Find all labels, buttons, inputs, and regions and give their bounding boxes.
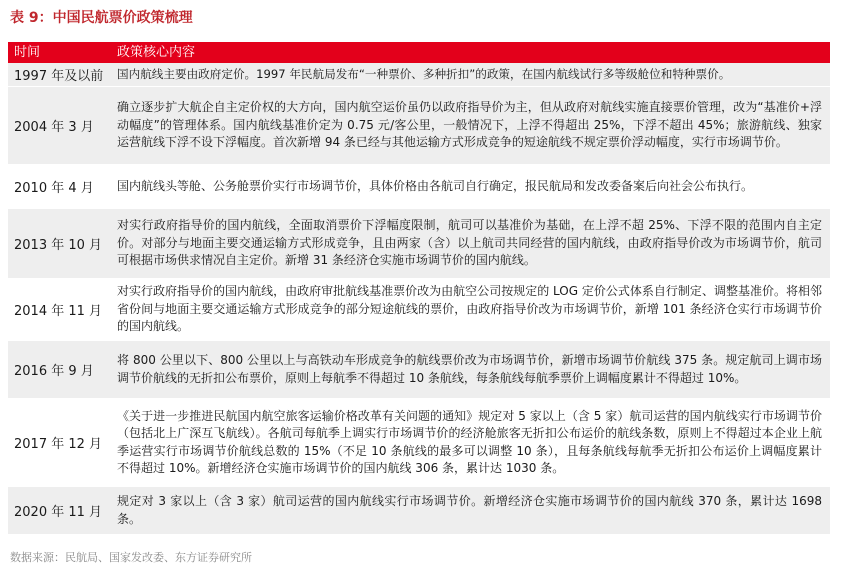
table-row — [8, 209, 830, 279]
table-row — [8, 341, 830, 399]
row-content: 将 800 公里以下、800 公里以上与高铁动车形成竞争的航线票价改为市场调节价，新增市场调节价航线 375 条。规定航司上调市场调节价航线的无折扣公布票价，原则上每航季不得超过 10 条航线，每条航线每航季票价上调幅度累计不得超过 10%。 — [117, 353, 822, 385]
table-row — [8, 399, 830, 487]
table-row — [8, 487, 830, 535]
table-row — [8, 165, 830, 209]
row-time: 2004 年 3 月 — [14, 120, 94, 135]
row-content: 《关于进一步推进民航国内航空旅客运输价格改革有关问题的通知》规定对 5 家以上（含 5 家）航司运营的国内航线实行市场调节价（包括北上广深互飞航线）。各航司每航季上调实行市场调节价的经济舱旅客无折扣公布运价的航线条数，原则上不得超过本企业上航季运营实行市场调节价航线总数的 15%（不足 10 条航线的最多可以调整 10 条），且每条航线每航季无折扣公布运价上调幅度累计不得超过 10%。新增经济仓实施市场调节价的国内航线 306 条，累计达 1030 条。 — [117, 408, 822, 475]
table-title: 表 9：中国民航票价政策梳理 — [10, 10, 193, 26]
row-time: 2016 年 9 月 — [14, 364, 94, 379]
row-time: 1997 年及以前 — [14, 69, 104, 84]
policy-table — [8, 42, 830, 535]
row-content: 确立逐步扩大航企自主定价权的大方向，国内航空运价虽仍以政府指导价为主，但从政府对航线实施直接票价管理，改为“基准价+浮动幅度”的管理体系。国内航线基准价定为 0.75 元/客公里，一般情况下，上浮不得超出 25%，下浮不超出 45%；旅游航线、独家运营航线下浮不设下浮幅度。首次新增 94 条已经与其他运输方式形成竞争的短途航线不规定票价浮动幅度，实行市场调节价。 — [117, 100, 822, 150]
row-content: 规定对 3 家以上（含 3 家）航司运营的国内航线实行市场调节价。新增经济仓实施市场调节价的国内航线 370 条，累计达 1698 条。 — [117, 494, 822, 526]
table-row — [8, 63, 830, 87]
table-row — [8, 279, 830, 341]
row-time: 2014 年 11 月 — [14, 304, 103, 319]
row-time: 2010 年 4 月 — [14, 181, 94, 196]
row-content: 国内航线主要由政府定价。1997 年民航局发布“一种票价、多种折扣”的政策，在国内航线试行多等级舱位和特种票价。 — [117, 66, 731, 81]
row-time: 2020 年 11 月 — [14, 505, 103, 520]
header-time: 时间 — [14, 45, 41, 60]
row-time: 2017 年 12 月 — [14, 437, 103, 452]
row-time: 2013 年 10 月 — [14, 238, 103, 253]
header-content: 政策核心内容 — [117, 45, 196, 60]
table-header — [8, 42, 830, 63]
row-content: 对实行政府指导价的国内航线，全面取消票价下浮幅度限制，航司可以基准价为基础，在上浮不超 25%、下浮不限的范围内自主定价。对部分与地面主要交通运输方式形成竞争，且由两家（含）以上航司共同经营的国内航线，由政府指导价改为市场调节价，航司可根据市场供求情况自主定价。新增 31 条经济仓实施市场调节价的国内航线。 — [117, 218, 822, 268]
data-source: 数据来源：民航局、国家发改委、东方证券研究所 — [10, 551, 252, 564]
table-row — [8, 87, 830, 165]
row-content: 对实行政府指导价的国内航线，由政府审批航线基准票价改为由航空公司按规定的 LOG 定价公式体系自行制定、调整基准价。将相邻省份间与地面主要交通运输方式形成竞争的部分短途航线的票价，由政府指导价改为市场调节价，新增 101 条经济仓实行市场调节价的国内航线。 — [117, 284, 822, 334]
row-content: 国内航线头等舱、公务舱票价实行市场调节价，具体价格由各航司自行确定，报民航局和发改委备案后向社会公布执行。 — [117, 178, 754, 193]
